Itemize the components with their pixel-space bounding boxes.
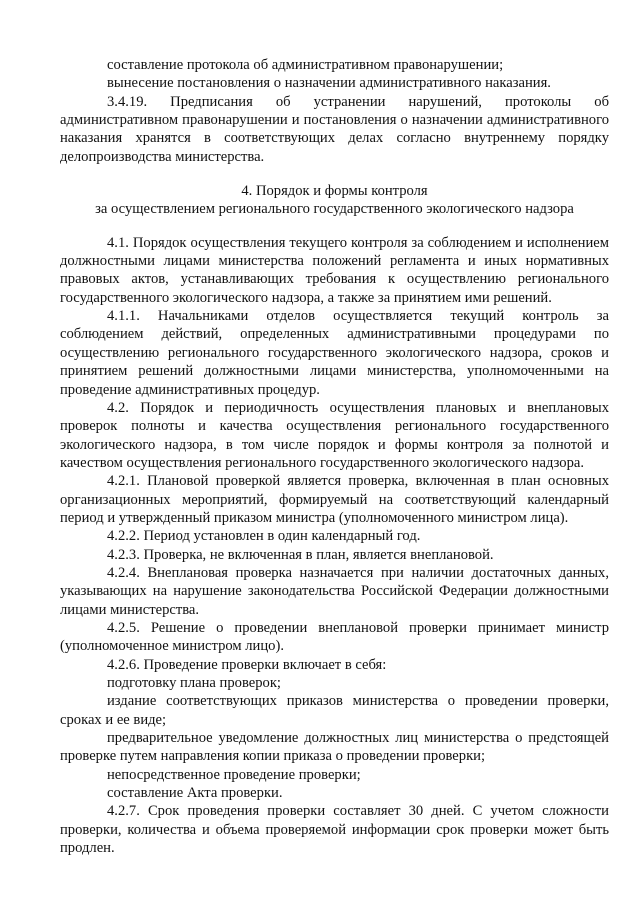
paragraph: 4.1.1. Начальниками отделов осуществляется текущий контроль за соблюдением действий, определенных административными процедурами по осуществлению регионального государственного экологического надзора, сроков и принятием решений должностными лицами министерства, уполномоченными на проведение административных процедур. <box>60 308 609 398</box>
list-item: издание соответствующих приказов министерства о проведении проверки, сроках и ее виде; <box>60 693 609 728</box>
list-item: составление Акта проверки. <box>107 785 283 802</box>
paragraph: 4.1. Порядок осуществления текущего контроля за соблюдением и исполнением должностными лицами министерства положений регламента и иных нормативных правовых актов, устанавливающих требования к осуществлению регионального государственного экологического надзора, а также за принятием ими решений. <box>60 234 609 306</box>
paragraph: 4.2.4. Внеплановая проверка назначается при наличии достаточных данных, указывающих на нарушение законодательства Российской Федерации должностными лицами министерства. <box>60 564 609 618</box>
section-subtitle: за осуществлением регионального государственного экологического надзора <box>95 201 574 218</box>
section-title: 4. Порядок и формы контроля <box>241 183 428 200</box>
paragraph: 4.2.5. Решение о проведении внеплановой проверки принимает министр (уполномоченное министром лицо). <box>60 619 609 655</box>
list-item: предварительное уведомление должностных лиц министерства о предстоящей проверке путем направления копии приказа о проведении проверки; <box>60 730 609 765</box>
list-item: непосредственное проведение проверки; <box>107 766 361 783</box>
paragraph: 4.2.6. Проведение проверки включает в себя: <box>107 656 387 673</box>
paragraph: 4.2. Порядок и периодичность осуществления плановых и внеплановых проверок полноты и качества осуществления регионального государственного экологического надзора, в том числе порядок и формы контроля за полнотой и качеством осуществления регионального государственного экологического надзора. <box>60 399 609 471</box>
paragraph: 4.2.1. Плановой проверкой является проверка, включенная в план основных организационных мероприятий, формируемый на соответствующий календарный период и утвержденный приказом министра (уполномоченного министром лица). <box>60 473 609 526</box>
paragraph: 4.2.7. Срок проведения проверки составляет 30 дней. С учетом сложности проверки, количества и объема проверяемой информации срок проверки может быть продлен. <box>60 803 609 857</box>
paragraph: составление протокола об административном правонарушении; <box>107 57 504 73</box>
paragraph: 3.4.19. Предписания об устранении нарушений, протоколы об административном правонарушении и постановления о назначении административного наказания хранятся в соответствующих делах согласно внутреннему порядку делопроизводства министерства. <box>60 93 609 165</box>
document-body <box>60 56 609 857</box>
paragraph: вынесение постановления о назначении административного наказания. <box>107 75 551 92</box>
paragraph: 4.2.2. Период установлен в один календарный год. <box>107 528 421 545</box>
paragraph: 4.2.3. Проверка, не включенная в план, является внеплановой. <box>107 546 494 563</box>
list-item: подготовку плана проверок; <box>107 675 281 691</box>
